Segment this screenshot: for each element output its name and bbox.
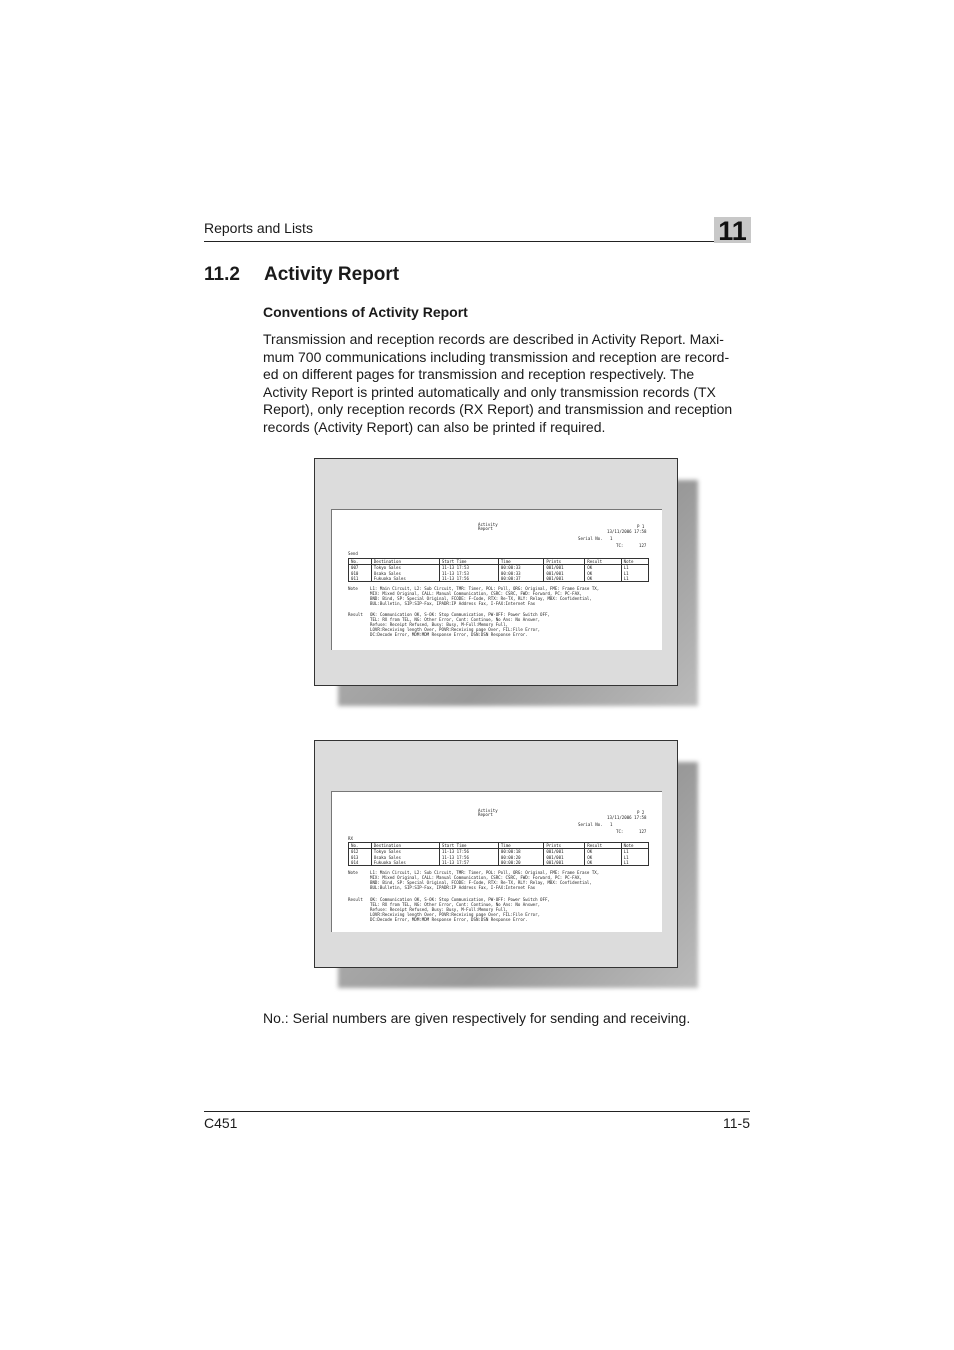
table-cell: OK <box>585 565 621 571</box>
table-cell: 00:00:20 <box>498 855 543 860</box>
table-cell: OK <box>585 860 621 866</box>
table-cell: Osaka Sales <box>371 855 439 860</box>
report-note-line: BND: Bind, SP: Special Original, FCODE: F-Code, RTX: Re-TX, RLY: Relay, MBX: Confidential, <box>370 596 592 601</box>
report-table <box>348 842 649 866</box>
table-cell: Fukuoka Sales <box>371 860 439 866</box>
report-note-line: L1: Main Circuit, L2: Sub Circuit, TMR: Timer, POL: Poll, ORG: Original, FME: Frame Erase TX, <box>370 870 600 875</box>
report-page: P 1 <box>637 524 645 529</box>
report-result-line: LOVR:Receiving length Over, POVR:Receiving page Over, FIL:File Error, <box>370 912 541 917</box>
report-note-line: BUL:Bulletin, SIP:SIP-Fax, IPADR:IP Address Fax, I-FAX:Internet Fax <box>370 885 536 890</box>
report-image-send <box>314 458 678 686</box>
table-header-cell: Destination <box>371 559 439 565</box>
table-row <box>349 576 649 582</box>
table-header-cell: Result <box>585 843 621 849</box>
intro-line: ed on different pages for transmission and reception respectively. The <box>263 366 695 382</box>
report-result-line: Refuse: Receipt Refused, Busy: Busy, M-Full:Memory Full, <box>370 622 509 627</box>
table-header-cell: No. <box>349 843 372 849</box>
table-header-cell: Prints <box>544 559 585 565</box>
report-note-line: BND: Bind, SP: Special Original, FCODE: F-Code, RTX: Re-TX, RLY: Relay, MBX: Confidential, <box>370 880 592 885</box>
report-tc: 127 <box>639 543 647 548</box>
table-header-cell: Result <box>585 559 621 565</box>
report-tc-label: TC: <box>616 829 624 834</box>
table-cell: OK <box>585 855 621 860</box>
table-cell: 11-13 17:56 <box>439 849 498 855</box>
table-header-cell: Start Time <box>439 559 498 565</box>
table-cell: 11-13 17:53 <box>439 565 498 571</box>
table-cell: L1 <box>621 565 648 571</box>
table-cell: Osaka Sales <box>371 571 439 576</box>
table-cell: L1 <box>621 855 648 860</box>
table-cell: 00:00:20 <box>498 860 543 866</box>
report-title: Report <box>478 812 493 817</box>
report-mode: Send <box>348 551 358 556</box>
report-mode: RX <box>348 836 353 841</box>
report-note-label: Note <box>348 586 358 591</box>
table-cell: 00:00:37 <box>498 576 543 582</box>
table-header-cell: Start Time <box>439 843 498 849</box>
table-cell: 001/001 <box>544 576 585 582</box>
section-title: Activity Report <box>264 264 400 285</box>
report-result-line: OK: Communication OK, S-OK: Stop Communication, PW-OFF: Power Switch OFF, <box>370 612 550 617</box>
report-note-label: Note <box>348 870 358 875</box>
report-tc-label: TC: <box>616 543 624 548</box>
report-paper <box>331 509 662 650</box>
table-cell: 011 <box>349 576 372 582</box>
table-cell: L1 <box>621 571 648 576</box>
table-cell: Tokyo Sales <box>371 565 439 571</box>
report-title: Report <box>478 526 493 531</box>
section-number: 11.2 <box>204 264 240 285</box>
table-cell: 00:00:33 <box>498 571 543 576</box>
table-row <box>349 860 649 866</box>
table-header-cell: Note <box>621 559 648 565</box>
report-result-line: TEL: RX from TEL, NG: Other Error, Cont: Continue, No Ans: No Answer, <box>370 617 541 622</box>
report-result-line: LOVR:Receiving length Over, POVR:Receiving page Over, FIL:File Error, <box>370 627 541 632</box>
table-cell: 001/001 <box>544 849 585 855</box>
intro-paragraph <box>263 331 753 436</box>
report-result-line: DC:Decode Error, MDM:MDM Response Error, DSN:DSN Response Error. <box>370 917 528 922</box>
report-result-line: OK: Communication OK, S-OK: Stop Communication, PW-OFF: Power Switch OFF, <box>370 897 550 902</box>
report-note-line: L1: Main Circuit, L2: Sub Circuit, TMR: Timer, POL: Poll, ORG: Original, FME: Frame Erase TX, <box>370 586 600 591</box>
report-note-line: MIX: Mixed Original, CALL: Manual Communication, CSRC: CSRC, FWD: Forward, PC: PC-FAX, <box>370 875 582 880</box>
intro-line: mum 700 communications including transmission and reception are record- <box>263 348 730 365</box>
table-cell: 00:00:18 <box>498 849 543 855</box>
footer-page-number: 11-5 <box>723 1115 750 1131</box>
table-cell: 007 <box>349 565 372 571</box>
footer-model: C451 <box>204 1115 238 1131</box>
report-table <box>348 558 649 582</box>
report-result-line: Refuse: Receipt Refused, Busy: Busy, M-Full:Memory Full, <box>370 907 509 912</box>
intro-line: Report), only reception records (RX Report) and transmission and reception <box>263 401 733 417</box>
header-rule <box>204 241 750 242</box>
report-note-line: BUL:Bulletin, SIP:SIP-Fax, IPADR:IP Address Fax, I-FAX:Internet Fax <box>370 601 536 606</box>
intro-line: Transmission and reception records are described in Activity Report. Maxi- <box>263 331 724 347</box>
table-header-cell: Note <box>621 843 648 849</box>
section-heading <box>204 264 399 286</box>
table-cell: L1 <box>621 849 648 855</box>
report-tc: 127 <box>639 829 647 834</box>
table-cell: 014 <box>349 860 372 866</box>
table-cell: L1 <box>621 576 648 582</box>
report-title: Activity <box>478 522 498 527</box>
table-cell: 010 <box>349 571 372 576</box>
table-cell: 11-13 17:57 <box>439 860 498 866</box>
report-result-line: DC:Decode Error, MDM:MDM Response Error, DSN:DSN Response Error. <box>370 632 528 637</box>
chapter-number-badge: 11 <box>714 217 751 243</box>
table-cell: OK <box>585 571 621 576</box>
intro-line: records (Activity Report) can also be printed if required. <box>263 418 606 435</box>
table-header-cell: No. <box>349 559 372 565</box>
footer-rule <box>204 1111 750 1112</box>
table-header-cell: Time <box>498 843 543 849</box>
report-result-line: TEL: RX from TEL, NG: Other Error, Cont: Continue, No Ans: No Answer, <box>370 902 541 907</box>
table-header-cell: Prints <box>544 843 585 849</box>
report-serial: 1 <box>610 822 613 827</box>
report-datetime: 13/11/2006 17:58 <box>607 529 647 534</box>
table-cell: 001/001 <box>544 855 585 860</box>
subsection-heading: Conventions of Activity Report <box>263 304 468 320</box>
table-cell: 11-13 17:56 <box>439 576 498 582</box>
report-note-line: MIX: Mixed Original, CALL: Manual Communication, CSRC: CSRC, FWD: Forward, PC: PC-FAX, <box>370 591 582 596</box>
report-serial: 1 <box>610 536 613 541</box>
report-paper <box>331 791 662 932</box>
table-cell: Tokyo Sales <box>371 849 439 855</box>
table-header-cell: Destination <box>371 843 439 849</box>
report-serial-label: Serial No. <box>578 822 603 827</box>
report-serial-label: Serial No. <box>578 536 603 541</box>
report-result-label: Result <box>348 612 363 617</box>
table-cell: 012 <box>349 849 372 855</box>
table-header-cell: Time <box>498 559 543 565</box>
report-result-label: Result <box>348 897 363 902</box>
table-cell: 001/001 <box>544 565 585 571</box>
running-header: Reports and Lists <box>204 220 313 236</box>
report-image-rx <box>314 740 678 968</box>
table-cell: Fukuoka Sales <box>371 576 439 582</box>
table-cell: L1 <box>621 860 648 866</box>
table-cell: OK <box>585 576 621 582</box>
report-title: Activity <box>478 808 498 813</box>
table-cell: 013 <box>349 855 372 860</box>
table-cell: 11-13 17:53 <box>439 571 498 576</box>
table-cell: 001/001 <box>544 860 585 866</box>
report-datetime: 13/11/2006 17:58 <box>607 815 647 820</box>
table-cell: 001/001 <box>544 571 585 576</box>
report-page: P 2 <box>637 810 645 815</box>
table-cell: OK <box>585 849 621 855</box>
figure-caption: No.: Serial numbers are given respectively for sending and receiving. <box>263 1010 691 1026</box>
table-cell: 00:00:33 <box>498 565 543 571</box>
table-cell: 11-13 17:56 <box>439 855 498 860</box>
intro-line: Activity Report is printed automatically and only transmission records (TX <box>263 383 716 400</box>
